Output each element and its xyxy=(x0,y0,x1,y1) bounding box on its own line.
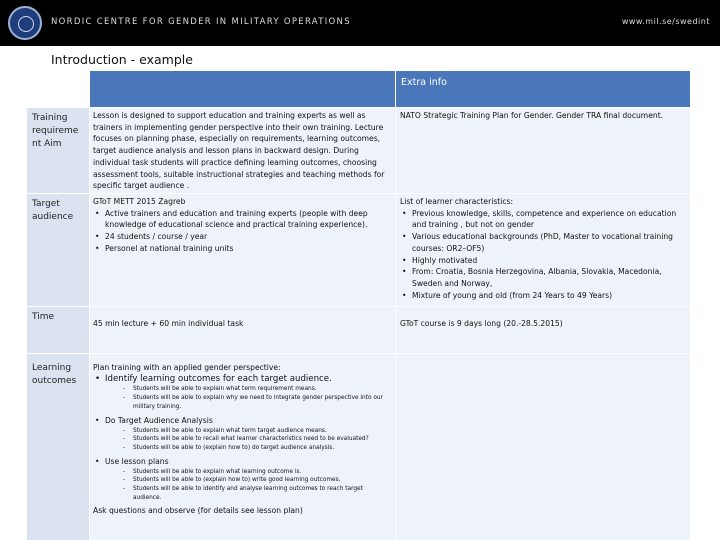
learner-characteristics-title: List of learner characteristics: xyxy=(400,197,514,206)
row-label-target-audience: Target audience xyxy=(27,194,89,306)
list-item: - Students will be able to explain why we need to integrate gender perspective into our military training. xyxy=(121,394,392,412)
learning-outcomes-extra xyxy=(396,354,690,540)
organization-name: NORDIC CENTRE FOR GENDER IN MILITARY OPERATIONS xyxy=(51,17,351,27)
learner-characteristics-list xyxy=(400,208,686,302)
list-item: • Active trainers and education and training experts (people with deep knowledge of educational science and practical training experience). xyxy=(93,208,392,231)
table-header-extra xyxy=(396,71,690,107)
list-item: • Previous knowledge, skills, competence and experience on education and training , but not on gender xyxy=(400,208,686,231)
target-audience-list xyxy=(93,208,392,255)
target-audience-title: GToT METT 2015 Zagreb xyxy=(93,197,186,206)
learning-outcomes-cell xyxy=(90,354,395,540)
learner-characteristics-cell xyxy=(396,194,690,306)
training-aim-extra: NATO Strategic Training Plan for Gender. Gender TRA final document. xyxy=(396,108,690,193)
outcome-group-title: • Do Target Audience Analysis xyxy=(93,415,392,427)
website-url[interactable]: www.mil.se/swedint xyxy=(621,17,710,26)
outcome-group-1 xyxy=(93,374,392,386)
list-item: • Mixture of young and old (from 24 Years to 49 Years) xyxy=(400,290,686,302)
outcome-group-3 xyxy=(93,456,392,468)
outcome-group-title: • Identify learning outcomes for each target audience. xyxy=(93,374,392,386)
outcome-group-2-items xyxy=(93,427,392,453)
list-item: - Students will be able to identify and analyse learning outcomes to reach target audience. xyxy=(121,485,392,503)
list-item: • From: Croatia, Bosnia Herzegovina, Albania, Slovakia, Macedonia, Sweden and Norway, xyxy=(400,266,686,289)
extra-info-header: Extra info xyxy=(401,77,447,88)
swedint-logo-icon xyxy=(8,6,42,40)
target-audience-cell xyxy=(90,194,395,306)
learning-outcomes-footer: Ask questions and observe (for details see lesson plan) xyxy=(93,505,303,515)
list-item: • Highly motivated xyxy=(400,255,686,267)
list-item: • 24 students / course / year xyxy=(93,231,392,243)
list-item: - Students will be able to recall what learner characteristics need to be evaluated? xyxy=(121,435,392,444)
list-item: • Personel at national training units xyxy=(93,243,392,255)
training-aim-description: Lesson is designed to support education and training experts as well as trainers in implementing gender perspective into their own training. Lecture focuses on planning phase, especially on requirements, learning outcomes, target audience analysis and lesson plans in backward design. During individual task students will practice defining learning outcomes, choosing assessment tools, suitable instructional strategies and teaching methods for specific target audience . xyxy=(90,108,395,193)
learning-outcomes-intro: Plan training with an applied gender perspective: xyxy=(93,363,281,372)
course-length: GToT course is 9 days long (20.-28.5.2015) xyxy=(396,307,690,353)
row-label-training-aim: Training requireme nt Aim xyxy=(27,108,89,193)
table-header-main xyxy=(90,71,395,107)
row-label-learning-outcomes: Learning outcomes xyxy=(27,354,89,540)
list-item: - Students will be able to explain what term requirement means. xyxy=(121,385,392,394)
list-item: - Students will be able to (explain how to) write good learning outcomes. xyxy=(121,476,392,485)
list-item: - Students will be able to explain what term target audience means. xyxy=(121,427,392,436)
outcome-group-2 xyxy=(93,415,392,427)
top-banner xyxy=(0,0,720,46)
row-label-time: Time xyxy=(27,307,89,353)
list-item: - Students will be able to (explain how to) do target audience analysis. xyxy=(121,444,392,453)
outcome-group-title: • Use lesson plans xyxy=(93,456,392,468)
page-title: Introduction - example xyxy=(51,52,193,67)
outcome-group-1-items xyxy=(93,385,392,411)
time-value: 45 min lecture + 60 min individual task xyxy=(90,307,395,353)
list-item: - Students will be able to explain what learning outcome is. xyxy=(121,468,392,477)
list-item: • Various educational backgrounds (PhD, Master to vocational training courses: OR2–OF5) xyxy=(400,231,686,254)
outcome-group-3-items xyxy=(93,468,392,503)
